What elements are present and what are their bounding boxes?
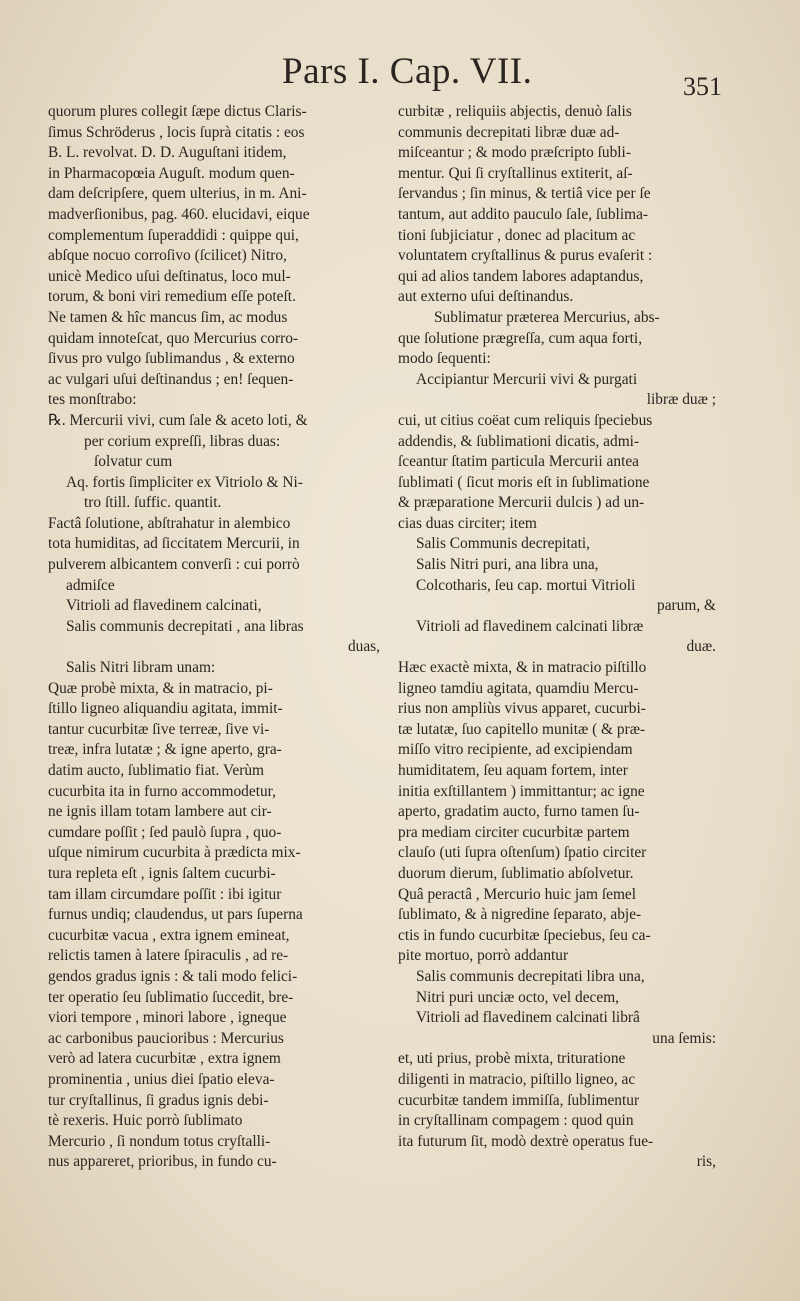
text-line: ℞. Mercurii vivi, cum ſale & aceto loti, & xyxy=(48,411,308,429)
text-line: uſque nimirum cucurbita à prædicta mix- xyxy=(48,844,301,862)
text-line: Salis Nitri libram unam: xyxy=(66,659,216,677)
text-line: duæ. xyxy=(686,638,716,656)
text-line: ſtillo ligneo aliquandiu agitata, immit- xyxy=(48,700,283,718)
text-line: rius non ampliùs vivus apparet, cucurbi- xyxy=(398,700,646,718)
text-line: tam illam circumdare poſſit : ibi igitur xyxy=(48,885,282,903)
text-line: Ne tamen & hîc mancus ſim, ac modus xyxy=(48,308,288,326)
text-line: ctis in fundo cucurbitæ ſpeciebus, ſeu ca- xyxy=(398,926,651,944)
text-line: verò ad latera cucurbitæ , extra ignem xyxy=(48,1050,281,1068)
text-line: pite mortuo, porrò addantur xyxy=(398,947,569,965)
text-line: torum, & boni viri remedium eſſe poteſt. xyxy=(48,288,296,306)
text-line: clauſo (uti ſupra oſtenſum) ſpatio circiter xyxy=(398,844,647,862)
text-line: Salis communis decrepitati , ana libras xyxy=(66,617,304,635)
text-line: diligenti in matracio, piſtillo ligneo, ac xyxy=(398,1070,636,1088)
text-line: humiditatem, ſeu aquam fortem, inter xyxy=(398,762,628,779)
text-line: quorum plures collegit ſæpe dictus Claris- xyxy=(48,103,307,120)
text-line: ſceantur ſtatim particula Mercurii antea xyxy=(398,453,640,471)
right-text-column xyxy=(398,102,716,1173)
text-line: ac carbonibus paucioribus : Mercurius xyxy=(48,1029,284,1047)
text-line: gendos gradus ignis : & tali modo felici- xyxy=(48,967,298,985)
text-line: modo ſequenti: xyxy=(398,350,491,368)
text-line: viori tempore , minori labore , igneque xyxy=(48,1009,287,1027)
text-line: dam deſcripſere, quem ulterius, in m. Ani- xyxy=(48,185,307,203)
text-line: Hæc exactè mixta, & in matracio piſtillo xyxy=(398,659,647,677)
text-line: tura repleta eſt , ignis ſaltem cucurbi- xyxy=(48,864,276,882)
text-line: in cryſtallinam compagem : quod quin xyxy=(398,1112,634,1130)
text-line: furnus undiq; claudendus, ut pars ſuperna xyxy=(48,906,303,924)
text-line: tota humiditas, ad ſiccitatem Mercurii, in xyxy=(48,535,300,553)
text-line: ſublimato, & à nigredine ſeparato, abje- xyxy=(398,906,642,924)
text-line: mentur. Qui ſi cryſtallinus extiterit, aſ- xyxy=(398,164,633,182)
text-line: cucurbitæ tandem immiſſa, ſublimentur xyxy=(398,1091,640,1109)
text-line: libræ duæ ; xyxy=(646,391,716,409)
text-line: prominentia , unius diei ſpatio eleva- xyxy=(48,1070,275,1088)
text-line: addendis, & ſublimationi dicatis, admi- xyxy=(398,432,640,450)
text-line: et, uti prius, probè mixta, trituratione xyxy=(398,1050,626,1068)
text-line: ris, xyxy=(696,1153,716,1171)
text-line: tæ lutatæ, ſuo capitello munitæ ( & præ- xyxy=(398,720,646,738)
text-line: miſſo vitro recipiente, ad excipiendam xyxy=(398,741,633,759)
text-line: cumdare poſſit ; ſed paulò ſupra , quo- xyxy=(48,823,282,841)
text-line: in Pharmacopœia Auguſt. modum quen- xyxy=(48,164,295,182)
text-line: madverſionibus, pag. 460. elucidavi, eique xyxy=(48,205,310,223)
text-line: cucurbitæ vacua , extra ignem emineat, xyxy=(48,926,290,944)
text-line: tur cryſtallinus, ſi gradus ignis debi- xyxy=(48,1091,269,1109)
text-line: Sublimatur præterea Mercurius, abs- xyxy=(434,308,660,326)
text-line: ne ignis illam totam lambere aut cir- xyxy=(48,803,272,821)
text-line: Salis communis decrepitati libra una, xyxy=(416,967,645,985)
text-line: per corium expreſſi, libras duas: xyxy=(84,432,281,450)
text-line: treæ, infra lutatæ ; & igne aperto, gra- xyxy=(48,741,282,759)
text-line: Salis Communis decrepitati, xyxy=(416,535,590,553)
text-line: cucurbita ita in furno accommodetur, xyxy=(48,782,277,800)
text-line: Colcotharis, ſeu cap. mortui Vitrioli xyxy=(416,576,636,594)
text-line: ſimus Schröderus , locis ſuprà citatis : eos xyxy=(48,123,305,141)
text-line: Salis Nitri puri, ana libra una, xyxy=(416,556,599,574)
text-line: Vitrioli ad flavedinem calcinati, xyxy=(66,597,262,615)
page-header xyxy=(0,50,800,100)
text-line: cui, ut citius coëat cum reliquis ſpeciebus xyxy=(398,411,653,429)
text-line: pra mediam circiter cucurbitæ partem xyxy=(398,823,630,841)
text-line: Quâ peractâ , Mercurio huic jam ſemel xyxy=(398,885,637,903)
text-line: tro ſtill. ſuffic. quantit. xyxy=(84,494,222,512)
text-line: ita futurum ſit, modò dextrè operatus fue- xyxy=(398,1132,654,1150)
page-number: 351 xyxy=(683,72,722,101)
text-line: Nitri puri unciæ octo, vel decem, xyxy=(416,988,620,1006)
text-line: ſivus pro vulgo ſublimandus , & externo xyxy=(48,350,295,368)
running-title: Pars I. Cap. VII. xyxy=(282,51,533,92)
text-line: Vitrioli ad flavedinem calcinati libræ xyxy=(416,617,644,635)
text-line: voluntatem cryſtallinus & purus evaſerit : xyxy=(398,247,653,265)
text-line: Aq. fortis ſimpliciter ex Vitriolo & Ni- xyxy=(66,473,303,491)
text-line: datim aucto, ſublimatio fiat. Verùm xyxy=(48,762,264,779)
text-line: Accipiantur Mercurii vivi & purgati xyxy=(416,370,638,388)
left-text-column xyxy=(48,102,380,1173)
text-line: Quæ probè mixta, & in matracio, pi- xyxy=(48,679,273,697)
text-line: duorum dierum, ſublimatio abſolvetur. xyxy=(398,864,634,882)
text-line: communis decrepitati libræ duæ ad- xyxy=(398,123,620,141)
text-line: unicè Medico uſui deſtinatus, loco mul- xyxy=(48,267,291,285)
text-line: que ſolutione prægreſſa, cum aqua forti, xyxy=(398,329,643,347)
text-line: abſque nocuo corroſivo (ſcilicet) Nitro, xyxy=(48,247,287,265)
text-line: qui ad alios tandem labores adaptandus, xyxy=(398,267,644,285)
text-line: duas, xyxy=(347,638,380,656)
text-line: Vitrioli ad flavedinem calcinati librâ xyxy=(416,1009,640,1027)
text-line: pulverem albicantem converſi : cui porrò xyxy=(48,556,300,574)
text-line: tioni ſubjiciatur , donec ad placitum ac xyxy=(398,226,636,244)
text-line: parum, & xyxy=(657,597,716,615)
text-line: una ſemis: xyxy=(652,1029,716,1047)
text-line: Factâ ſolutione, abſtrahatur in alembico xyxy=(48,514,291,532)
text-line: nus appareret, prioribus, in fundo cu- xyxy=(48,1153,277,1171)
text-line: ligneo tamdiu agitata, quamdiu Mercu- xyxy=(398,679,639,697)
text-line: ac vulgari uſui deſtinandus ; en! ſequen- xyxy=(48,370,294,388)
text-line: ter operatio ſeu ſublimatio ſuccedit, bre- xyxy=(48,988,294,1006)
text-line: miſceantur ; & modo præſcripto ſubli- xyxy=(398,144,631,162)
text-line: admiſce xyxy=(66,576,115,594)
text-line: complementum ſuperaddidi : quippe qui, xyxy=(48,226,299,244)
text-line: tes monſtrabo: xyxy=(48,391,137,409)
text-line: curbitæ , reliquiis abjectis, denuò ſalis xyxy=(398,103,632,120)
text-line: ſublimati ( ſicut moris eſt in ſublimatione xyxy=(398,473,650,491)
text-line: aperto, gradatim aucto, furno tamen ſu- xyxy=(398,803,640,821)
text-line: Mercurio , ſi nondum totus cryſtalli- xyxy=(48,1132,271,1150)
text-line: tè rexeris. Huic porrò ſublimato xyxy=(48,1112,243,1130)
text-line: quidam innoteſcat, quo Mercurius corro- xyxy=(48,329,299,347)
text-line: & præparatione Mercurii dulcis ) ad un- xyxy=(398,494,645,512)
text-line: cias duas circiter; item xyxy=(398,514,537,532)
text-line: tantur cucurbitæ ſive terreæ, ſive vi- xyxy=(48,720,270,738)
text-line: relictis tamen à latere ſpiraculis , ad re- xyxy=(48,947,289,965)
text-line: tantum, aut addito pauculo ſale, ſublima- xyxy=(398,205,649,223)
text-line: initia exſtillantem ) immittantur; ac igne xyxy=(398,782,645,800)
text-line: ſervandus ; ſin minus, & tertiâ vice per ſe xyxy=(398,185,651,203)
text-line: ſolvatur cum xyxy=(94,453,173,471)
text-line: aut externo uſui deſtinandus. xyxy=(398,288,574,306)
text-line: B. L. revolvat. D. D. Auguſtani itidem, xyxy=(48,144,287,162)
